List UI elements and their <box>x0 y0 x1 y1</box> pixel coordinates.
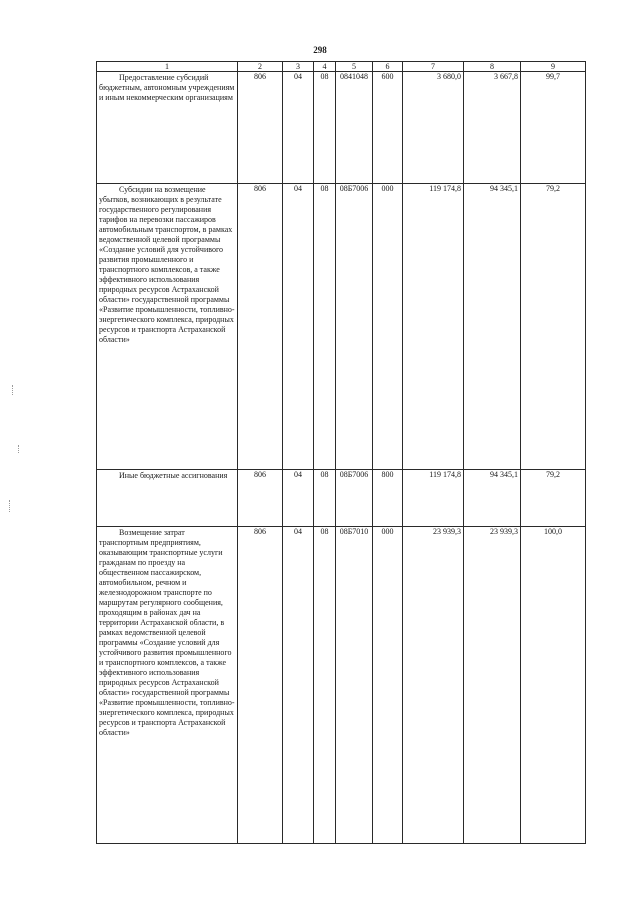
target-article-cell: 0841048 <box>336 72 373 184</box>
planned-amount-cell: 119 174,8 <box>403 184 464 470</box>
planned-amount-cell: 3 680,0 <box>403 72 464 184</box>
row-name-cell <box>97 470 238 527</box>
table-header-row <box>97 62 586 72</box>
row-name-cell <box>97 527 238 844</box>
subsection-code-cell: 08 <box>314 470 336 527</box>
row-name-cell <box>97 72 238 184</box>
column-header: 1 <box>97 62 238 72</box>
section-code-cell: 04 <box>283 184 314 470</box>
expense-type-cell: 000 <box>373 184 403 470</box>
scan-margin-mark <box>9 500 11 512</box>
column-header: 4 <box>314 62 336 72</box>
admin-code-cell: 806 <box>238 72 283 184</box>
executed-amount-cell: 94 345,1 <box>464 470 521 527</box>
target-article-cell: 08Б7006 <box>336 184 373 470</box>
row-name-cell <box>97 184 238 470</box>
section-code-cell: 04 <box>283 470 314 527</box>
admin-code-cell: 806 <box>238 184 283 470</box>
planned-amount-cell: 23 939,3 <box>403 527 464 844</box>
column-header: 2 <box>238 62 283 72</box>
scan-margin-mark <box>12 385 14 395</box>
executed-amount-cell: 23 939,3 <box>464 527 521 844</box>
page-number: 298 <box>313 45 327 55</box>
table-row <box>97 527 586 844</box>
row-name-text: Возмещение затрат транспортным предприятиям, оказывающим транспортные услуги гражданам по проезду на общественном пассажирском, автомобильном, речном и железнодорожном транспорте по маршрутам регулярного сообщения, проходящим в районах дач на территории Астраханской области, в рамках ведомственной целевой программы «Создание условий для устойчивого развития промышленного и транспортного комплексов, а также эффективного использования природных ресурсов Астраханской области» государственной программы «Развитие промышленности, топливно-энергетического комплекса, природных ресурсов и транспорта Астраханской области» <box>99 528 235 737</box>
section-code-cell: 04 <box>283 527 314 844</box>
execution-percent-cell: 100,0 <box>521 527 586 844</box>
table-row <box>97 470 586 527</box>
scan-margin-mark <box>18 445 20 453</box>
table-row <box>97 184 586 470</box>
row-name-text: Субсидии на возмещение убытков, возникающих в результате государственного регулирования тарифов на перевозки пассажиров автомобильным транспортом, в рамках ведомственной целевой программы «Создание условий для устойчивого развития промышленного и транспортного комплексов, а также эффективного использования природных ресурсов Астраханской области» государственной программы «Развитие промышленности, топливно-энергетического комплекса, природных ресурсов и транспорта Астраханской области» <box>99 185 235 344</box>
column-header: 8 <box>464 62 521 72</box>
target-article-cell: 08Б7006 <box>336 470 373 527</box>
column-header: 5 <box>336 62 373 72</box>
expense-type-cell: 600 <box>373 72 403 184</box>
row-name-text: Предоставление субсидий бюджетным, автономным учреждениям и иным некоммерческим организациям <box>99 73 235 102</box>
executed-amount-cell: 94 345,1 <box>464 184 521 470</box>
column-header: 7 <box>403 62 464 72</box>
subsection-code-cell: 08 <box>314 527 336 844</box>
subsection-code-cell: 08 <box>314 72 336 184</box>
column-header: 9 <box>521 62 586 72</box>
expense-type-cell: 000 <box>373 527 403 844</box>
planned-amount-cell: 119 174,8 <box>403 470 464 527</box>
row-name-text: Иные бюджетные ассигнования <box>119 471 228 480</box>
target-article-cell: 08Б7010 <box>336 527 373 844</box>
execution-percent-cell: 79,2 <box>521 470 586 527</box>
table-row <box>97 72 586 184</box>
execution-percent-cell: 79,2 <box>521 184 586 470</box>
budget-table <box>96 61 586 844</box>
column-header: 3 <box>283 62 314 72</box>
section-code-cell: 04 <box>283 72 314 184</box>
admin-code-cell: 806 <box>238 470 283 527</box>
admin-code-cell: 806 <box>238 527 283 844</box>
subsection-code-cell: 08 <box>314 184 336 470</box>
executed-amount-cell: 3 667,8 <box>464 72 521 184</box>
execution-percent-cell: 99,7 <box>521 72 586 184</box>
expense-type-cell: 800 <box>373 470 403 527</box>
column-header: 6 <box>373 62 403 72</box>
